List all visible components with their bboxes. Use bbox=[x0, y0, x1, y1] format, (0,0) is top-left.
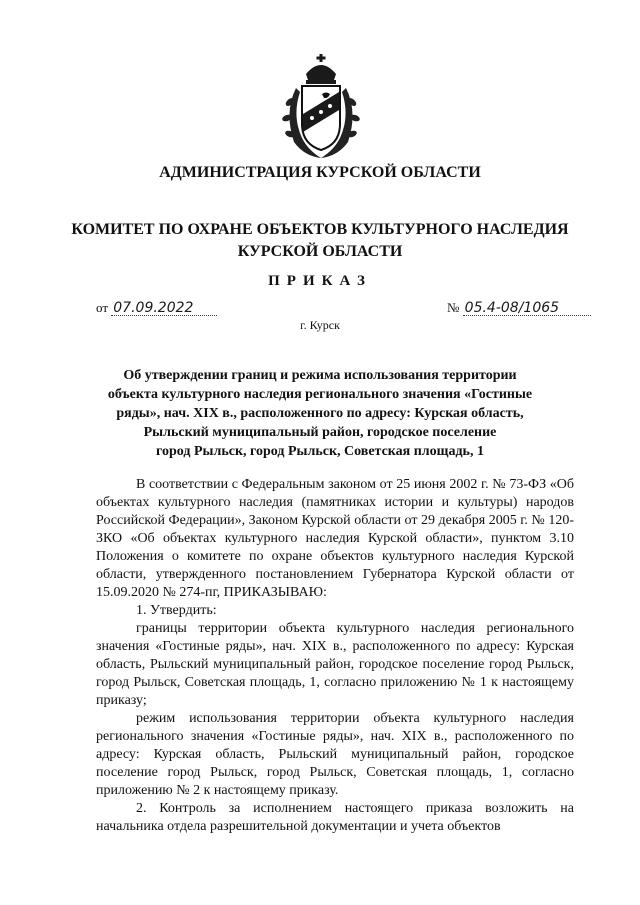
organization-name: АДМИНИСТРАЦИЯ КУРСКОЙ ОБЛАСТИ bbox=[159, 164, 481, 181]
subject-line: Рыльский муниципальный район, городское поселение bbox=[143, 425, 497, 440]
city-name: г. Курск bbox=[300, 318, 340, 332]
body-paragraph: 2. Контроль за исполнением настоящего приказа возложить на начальника отдела разрешительной документации и учета объектов bbox=[96, 801, 574, 834]
committee-name-line: КОМИТЕТ ПО ОХРАНЕ ОБЪЕКТОВ КУЛЬТУРНОГО НАСЛЕДИЯ bbox=[71, 221, 569, 238]
document-type-title: ПРИКАЗ bbox=[268, 273, 372, 289]
committee-name bbox=[0, 219, 640, 263]
subject-line: ряды», нач. XIX в., расположенного по адресу: Курская область, bbox=[116, 406, 524, 421]
date-prefix: от bbox=[96, 300, 109, 315]
handwritten-date: 07.09.2022 bbox=[111, 301, 217, 316]
subject-line: город Рыльск, город Рыльск, Советская площадь, 1 bbox=[156, 444, 484, 459]
coat-of-arms-emblem bbox=[278, 52, 364, 160]
body-paragraph: границы территории объекта культурного наследия регионального значения «Гостиные ряды», нач. XIX в., расположенного по адресу: Курская область, Рыльский муниципальный район, городское поселение город Рыльск, город Рыльск, Советская площадь, 1, согласно приложению № 1 к настоящему приказу; bbox=[96, 621, 574, 708]
body-paragraph: 1. Утвердить: bbox=[136, 603, 217, 618]
committee-name-line: КУРСКОЙ ОБЛАСТИ bbox=[237, 243, 403, 260]
handwritten-number: 05.4-08/1065 bbox=[463, 301, 591, 316]
subject-line: объекта культурного наследия регионального значения «Гостиные bbox=[107, 387, 533, 402]
body-paragraph: режим использования территории объекта культурного наследия регионального значения «Гостиные ряды», нач. XIX в., расположенного по адресу: Курская область, Рыльский муниципальный район, городское поселение город Рыльск, город Рыльск, Советская площадь, 1, согласно приложению № 2 к настоящему приказу. bbox=[96, 711, 574, 798]
order-date bbox=[96, 300, 217, 316]
body-paragraph: В соответствии с Федеральным законом от 25 июня 2002 г. № 73-ФЗ «Об объектах культурного наследия (памятниках истории и культуры) народов Российской Федерации», Законом Курской области от 29 декабря 2005 г. № 120-ЗКО «Об объектах культурного наследия Курской области», пунктом 3.10 Положения о комитете по охране объектов культурного наследия Курской области, утвержденного постановлением Губернатора Курской области от 15.09.2020 № 274-пг, ПРИКАЗЫВАЮ: bbox=[96, 477, 574, 600]
number-prefix: № bbox=[447, 300, 460, 315]
crown-icon bbox=[306, 54, 336, 84]
order-subject bbox=[0, 366, 640, 461]
order-number bbox=[447, 300, 591, 316]
subject-line: Об утверждении границ и режима использования территории bbox=[123, 368, 517, 383]
order-body bbox=[96, 476, 574, 836]
